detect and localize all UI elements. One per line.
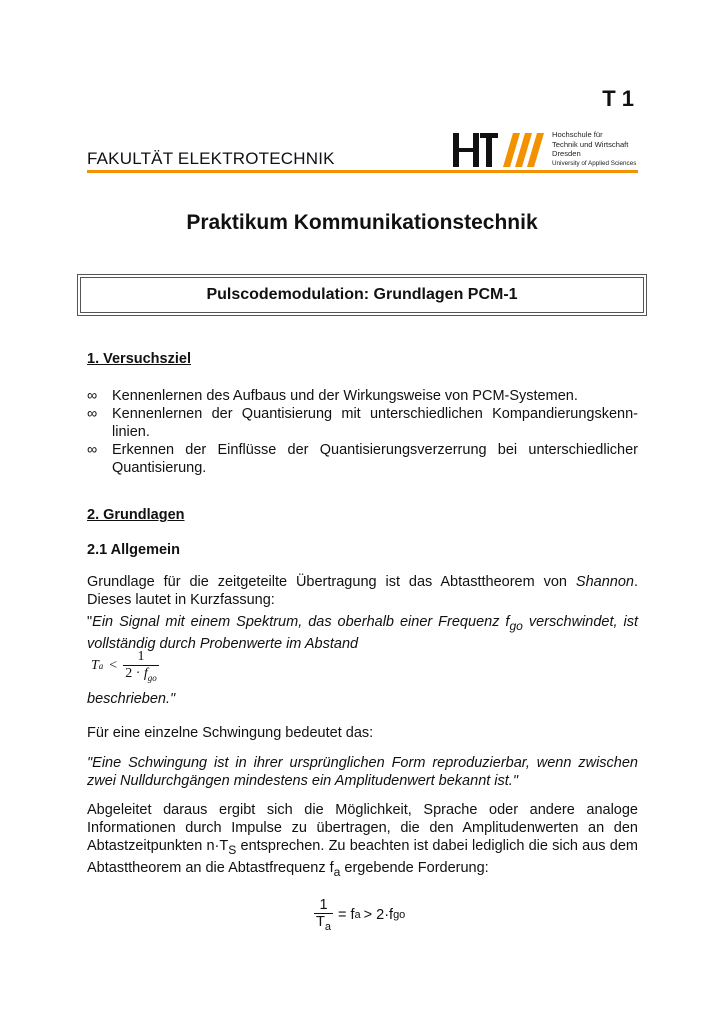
formula-fraction [123, 649, 159, 683]
formula-eq-sub: a [354, 908, 361, 921]
page-title: Praktikum Kommunikationstechnik [186, 211, 538, 234]
logo-text [552, 130, 636, 168]
list-item-text: Erkennen der Einflüsse der Quantisierungsverzerrung bei unterschiedlicher Quantisierung. [112, 442, 638, 476]
formula-den-sub: go [147, 672, 157, 683]
list-item [87, 441, 638, 477]
text-run: Grundlage für die zeitgeteilte Übertragung ist das Abtasttheorem von [87, 574, 576, 590]
formula-denominator [314, 913, 333, 933]
text-run: " [87, 614, 93, 630]
formula-denominator [123, 665, 159, 683]
quote-end [87, 690, 638, 708]
formula-sampling-period [91, 649, 159, 683]
list-item-text: Kennenlernen des Aufbaus und der Wirkungsweise von PCM-Systemen. [112, 388, 578, 404]
text-run: beschrieben." [87, 691, 176, 707]
formula-lhs: T [91, 657, 99, 673]
formula-den-a: 2 · [125, 666, 144, 681]
formula-den-f: f [143, 666, 148, 681]
formula-gt-sub: go [393, 908, 406, 921]
experiment-title: Pulscodemodulation: Grundlagen PCM-1 [80, 277, 644, 313]
text-run: S [228, 842, 237, 857]
infinity-bullet-icon: ∞ [87, 388, 98, 404]
paragraph-single-oscillation: Für eine einzelne Schwingung bedeutet das: [87, 725, 374, 741]
page-code: T 1 [602, 86, 634, 111]
text-run: Ein Signal mit einem Spektrum, das oberhalb einer Frequenz f [92, 614, 510, 630]
formula-gt: > 2·f [363, 906, 394, 923]
text-run: "Eine Schwingung ist in ihrer ursprünglichen Form reproduzierbar, wenn zwischen zwei Nulldurchgängen mindestens ein Amplitudenwert bekannt ist." [87, 755, 638, 789]
list-item [87, 405, 638, 441]
infinity-bullet-icon: ∞ [87, 406, 98, 422]
section-heading-versuchsziel: 1. Versuchsziel [87, 351, 191, 367]
text-run: verschwindet, ist vollständig durch Probenwerte im Abstand [87, 614, 638, 652]
formula-sampling-frequency [314, 897, 405, 933]
text-run: Shannon [575, 574, 634, 590]
logo-line: University of Applied Sciences [552, 159, 637, 167]
header-rule [87, 170, 638, 173]
quote-sampling-theorem [87, 613, 638, 653]
text-run: go [509, 618, 523, 633]
formula-numerator: 1 [319, 897, 328, 913]
formula-lhs-sub: a [98, 660, 104, 671]
subsection-heading-allgemein: 2.1 Allgemein [87, 542, 180, 558]
text-run: ergebende Forderung: [340, 859, 489, 876]
quote-oscillation [87, 754, 638, 790]
infinity-bullet-icon: ∞ [87, 442, 98, 458]
paragraph-shannon [87, 573, 638, 609]
logo-line: Technik und Wirtschaft [552, 139, 629, 149]
section-heading-grundlagen: 2. Grundlagen [87, 507, 185, 523]
objectives-list [87, 387, 638, 477]
text-run: Abgeleitet daraus ergibt sich die Möglichkeit, Sprache oder andere analoge Informationen durch Impulse zu übertragen, die den Amplitudenwerten an den Abtastzeitpunkten n·T [87, 802, 638, 854]
formula-den: T [316, 914, 325, 930]
text-run: a [333, 864, 341, 879]
list-item-text: Kennenlernen der Quantisierung mit unterschiedlichen Kompandierungskenn-linien. [112, 406, 638, 440]
logo-line: Hochschule für [552, 130, 603, 139]
list-item [87, 387, 638, 405]
text-run: . Dieses lautet in Kurzfassung: [87, 574, 638, 608]
formula-eq: = f [337, 906, 355, 923]
formula-den-sub: a [324, 920, 331, 933]
text-run: entsprechen. Zu beachten ist dabei lediglich die sich aus dem Abtasttheorem an die Abtastfrequenz f [87, 838, 638, 876]
formula-numerator: 1 [137, 649, 145, 664]
formula-fraction [314, 897, 333, 933]
logo-line: Dresden [552, 149, 581, 158]
faculty-name: FAKULTÄT ELEKTROTECHNIK [87, 149, 335, 168]
paragraph-derivation [87, 801, 638, 881]
formula-op: < [109, 657, 118, 673]
